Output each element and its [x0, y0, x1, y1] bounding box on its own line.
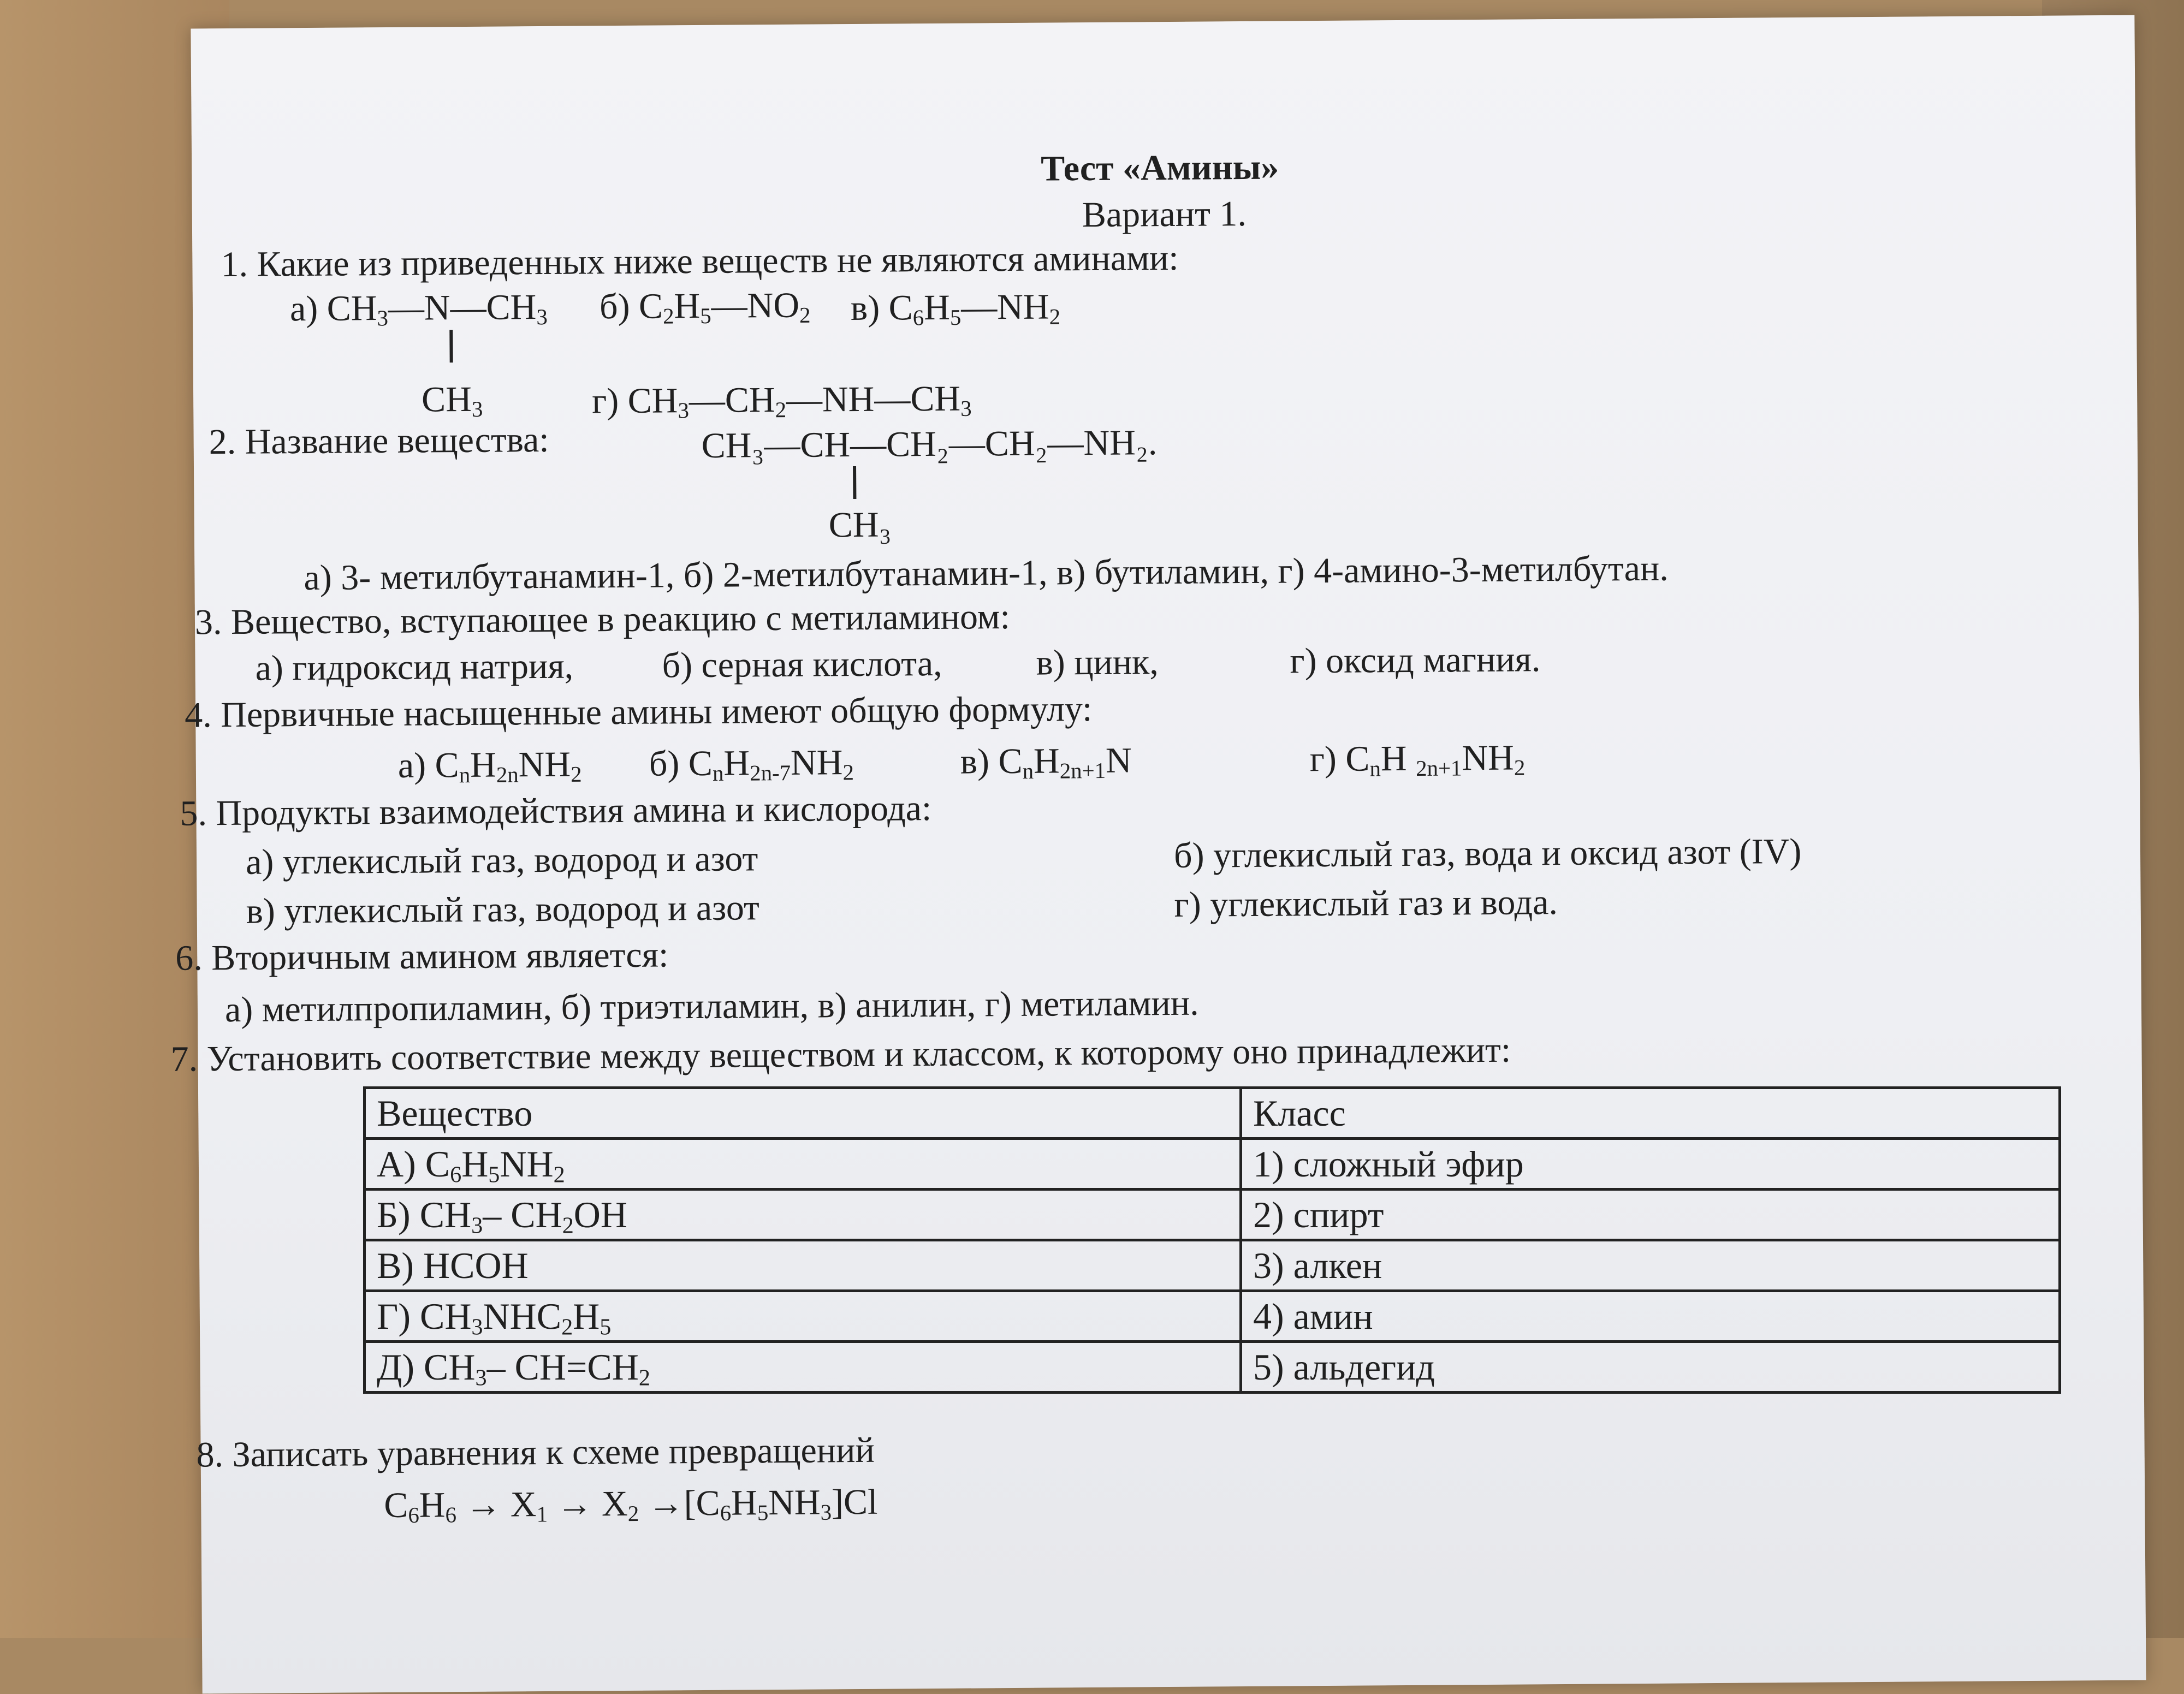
test-sheet: [170, 15, 2146, 1694]
q2-formula: CH₃—CH—CH₂—CH₂—NH₂.: [701, 423, 1158, 466]
q1-option-g: г) $CH_3—CH_2—NH—CH_3$: [591, 378, 972, 423]
variant-label: Вариант 1.: [1082, 193, 1247, 235]
table-row: [365, 1139, 2060, 1190]
q8-scheme: $C_6H_6 \to X_1 \to X_2 \to[C_6H_5NH_3]Cl$: [384, 1482, 878, 1527]
question-5: 5. Продукты взаимодействия амина и кислорода:: [180, 788, 932, 834]
q2-options: а) 3- метилбутанамин-1, б) 2-метилбутанамин-1, в) бутиламин, г) 4-амино-3-метилбутан.: [304, 548, 1669, 598]
header-substance: Вещество: [365, 1088, 1241, 1139]
q5-option-g: г) углекислый газ и вода.: [1174, 882, 1558, 925]
q5-option-b: б) углекислый газ, вода и оксид азот (IV): [1173, 831, 1802, 876]
table-row: [365, 1291, 2060, 1342]
q5-option-a: а) углекислый газ, водород и азот: [245, 839, 758, 882]
question-4: 4. Первичные насыщенные амины имеют общую формулу:: [184, 688, 1093, 735]
substance-v: В) HCOH: [365, 1240, 1241, 1291]
class-4: 4) амин: [1241, 1291, 2060, 1342]
class-5: 5) альдегид: [1241, 1342, 2060, 1393]
q3-option-a: а) гидроксид натрия,: [255, 646, 574, 688]
class-3: 3) алкен: [1241, 1240, 2060, 1291]
substance-g: Г) $CH_3NHC_2H_5$: [365, 1291, 1241, 1342]
table-header-row: [365, 1088, 2060, 1139]
q4-option-a: а) $C_nH_{2n}NH_2$: [397, 744, 582, 788]
question-6: 6. Вторичным амином является:: [175, 935, 669, 978]
q4-option-b: б) $C_nH_{2n-7}NH_2$: [649, 742, 854, 786]
q1-option-a-branch: $CH_3$: [421, 379, 483, 422]
table-row: [365, 1240, 2060, 1291]
q1-branch-bond: [449, 330, 453, 362]
q3-option-g: г) оксид магния.: [1290, 639, 1541, 681]
q4-option-v: в) $C_nH_{2n+1}N$: [960, 740, 1132, 784]
substance-a: А) $C_6H_5NH_2$: [365, 1139, 1241, 1190]
q3-option-v: в) цинк,: [1036, 642, 1159, 683]
q2-formula-branch: CH₃: [828, 504, 892, 545]
q6-options: а) метилпропиламин, б) триэтиламин, в) анилин, г) метиламин.: [224, 983, 1199, 1030]
q3-option-b: б) серная кислота,: [662, 643, 942, 686]
table-row: [365, 1342, 2060, 1393]
table-row: [365, 1190, 2060, 1240]
q5-option-v: в) углекислый газ, водород и азот: [246, 888, 760, 931]
class-2: 2) спирт: [1241, 1190, 2060, 1240]
matching-table: [363, 1086, 2061, 1394]
q4-option-g: г) $C_nH$ $_{2n+1}NH_2$: [1309, 738, 1526, 781]
q2-branch-bond: [853, 466, 856, 499]
page-title: Тест «Амины»: [1040, 147, 1279, 189]
question-3: 3. Вещество, вступающее в реакцию с метиламином:: [194, 597, 1011, 643]
header-class: Класс: [1241, 1088, 2060, 1139]
question-1: 1. Какие из приведенных ниже веществ не являются аминами:: [221, 237, 1179, 285]
question-2: 2. Название вещества:: [209, 419, 549, 462]
question-7: 7. Установить соответствие между веществом и классом, к которому оно принадлежит:: [170, 1030, 1511, 1079]
q1-option-a: а) $CH_3—N—CH_3$: [289, 287, 548, 331]
class-1: 1) сложный эфир: [1241, 1139, 2060, 1190]
substance-b: Б) $CH_3-$ $CH_2OH$: [365, 1190, 1241, 1240]
q1-option-v: в) $C_6H_5—NH_2$: [850, 287, 1061, 330]
q1-option-b: б) $C_2H_5—NO_2$: [599, 285, 811, 329]
question-8: 8. Записать уравнения к схеме превращений: [196, 1430, 875, 1475]
substance-d: Д) $CH_3-$ $CH=CH_2$: [365, 1342, 1241, 1393]
